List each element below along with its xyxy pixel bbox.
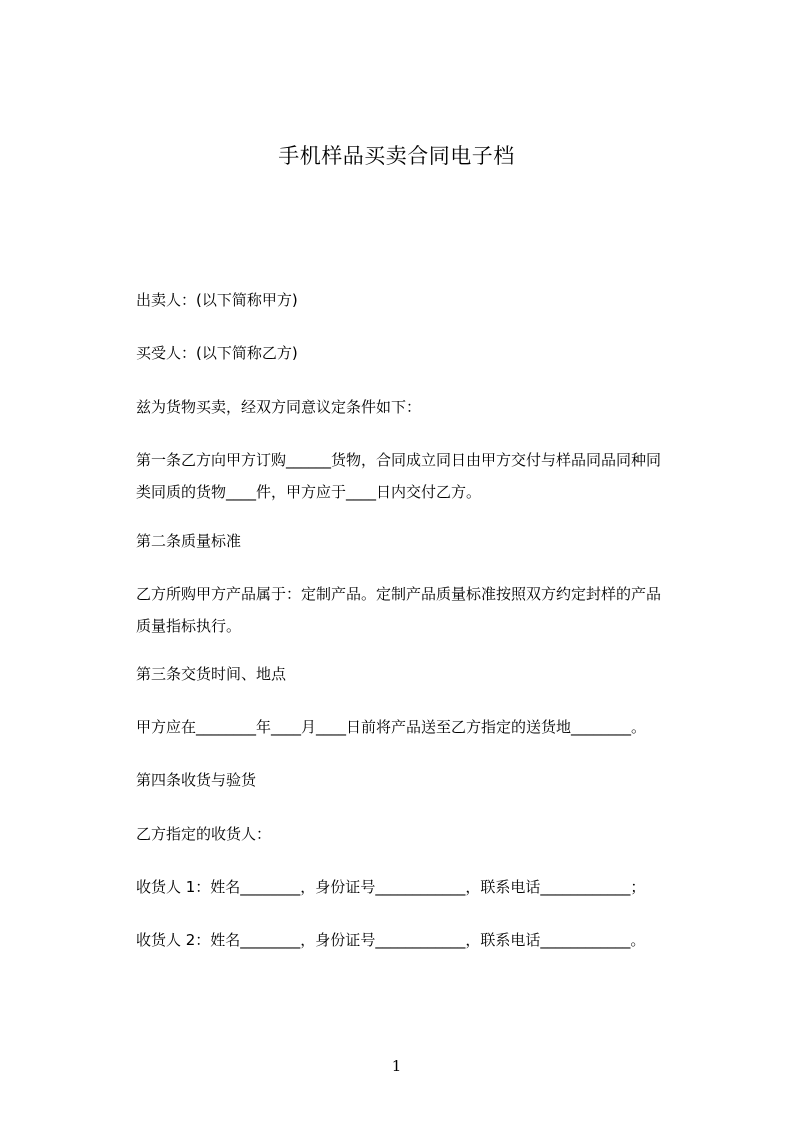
article-3-text: 甲方应在________年____月____日前将产品送至乙方指定的送货地________。 (136, 718, 647, 736)
article-2-heading: 第二条质量标准 (136, 532, 242, 550)
article-1-paragraph (136, 444, 704, 508)
article-1-line-1: 第一条乙方向甲方订购______货物，合同成立同日由甲方交付与样品同品同种同 (136, 451, 662, 469)
page-number: 1 (391, 1057, 402, 1075)
buyer-line: 买受人：(以下简称乙方) (136, 344, 298, 362)
article-4-heading: 第四条收货与验货 (136, 771, 257, 789)
receiver-2-line: 收货人 2：姓名________，身份证号____________，联系电话____________。 (136, 931, 646, 949)
receiver-intro: 乙方指定的收货人： (136, 825, 272, 843)
article-3-heading: 第三条交货时间、地点 (136, 665, 287, 683)
article-1-line-2: 类同质的货物____件，甲方应于____日内交付乙方。 (136, 483, 482, 501)
article-2-line-1: 乙方所购甲方产品属于：定制产品。定制产品质量标准按照双方约定封样的产品 (136, 585, 662, 603)
document-title: 手机样品买卖合同电子档 (278, 144, 515, 168)
article-2-line-2: 质量指标执行。 (136, 617, 242, 635)
seller-line: 出卖人：(以下简称甲方) (136, 291, 298, 309)
article-2-paragraph (136, 578, 704, 642)
intro-line: 兹为货物买卖，经双方同意议定条件如下： (136, 398, 422, 416)
receiver-1-line: 收货人 1：姓名________，身份证号____________，联系电话____________； (136, 878, 646, 896)
